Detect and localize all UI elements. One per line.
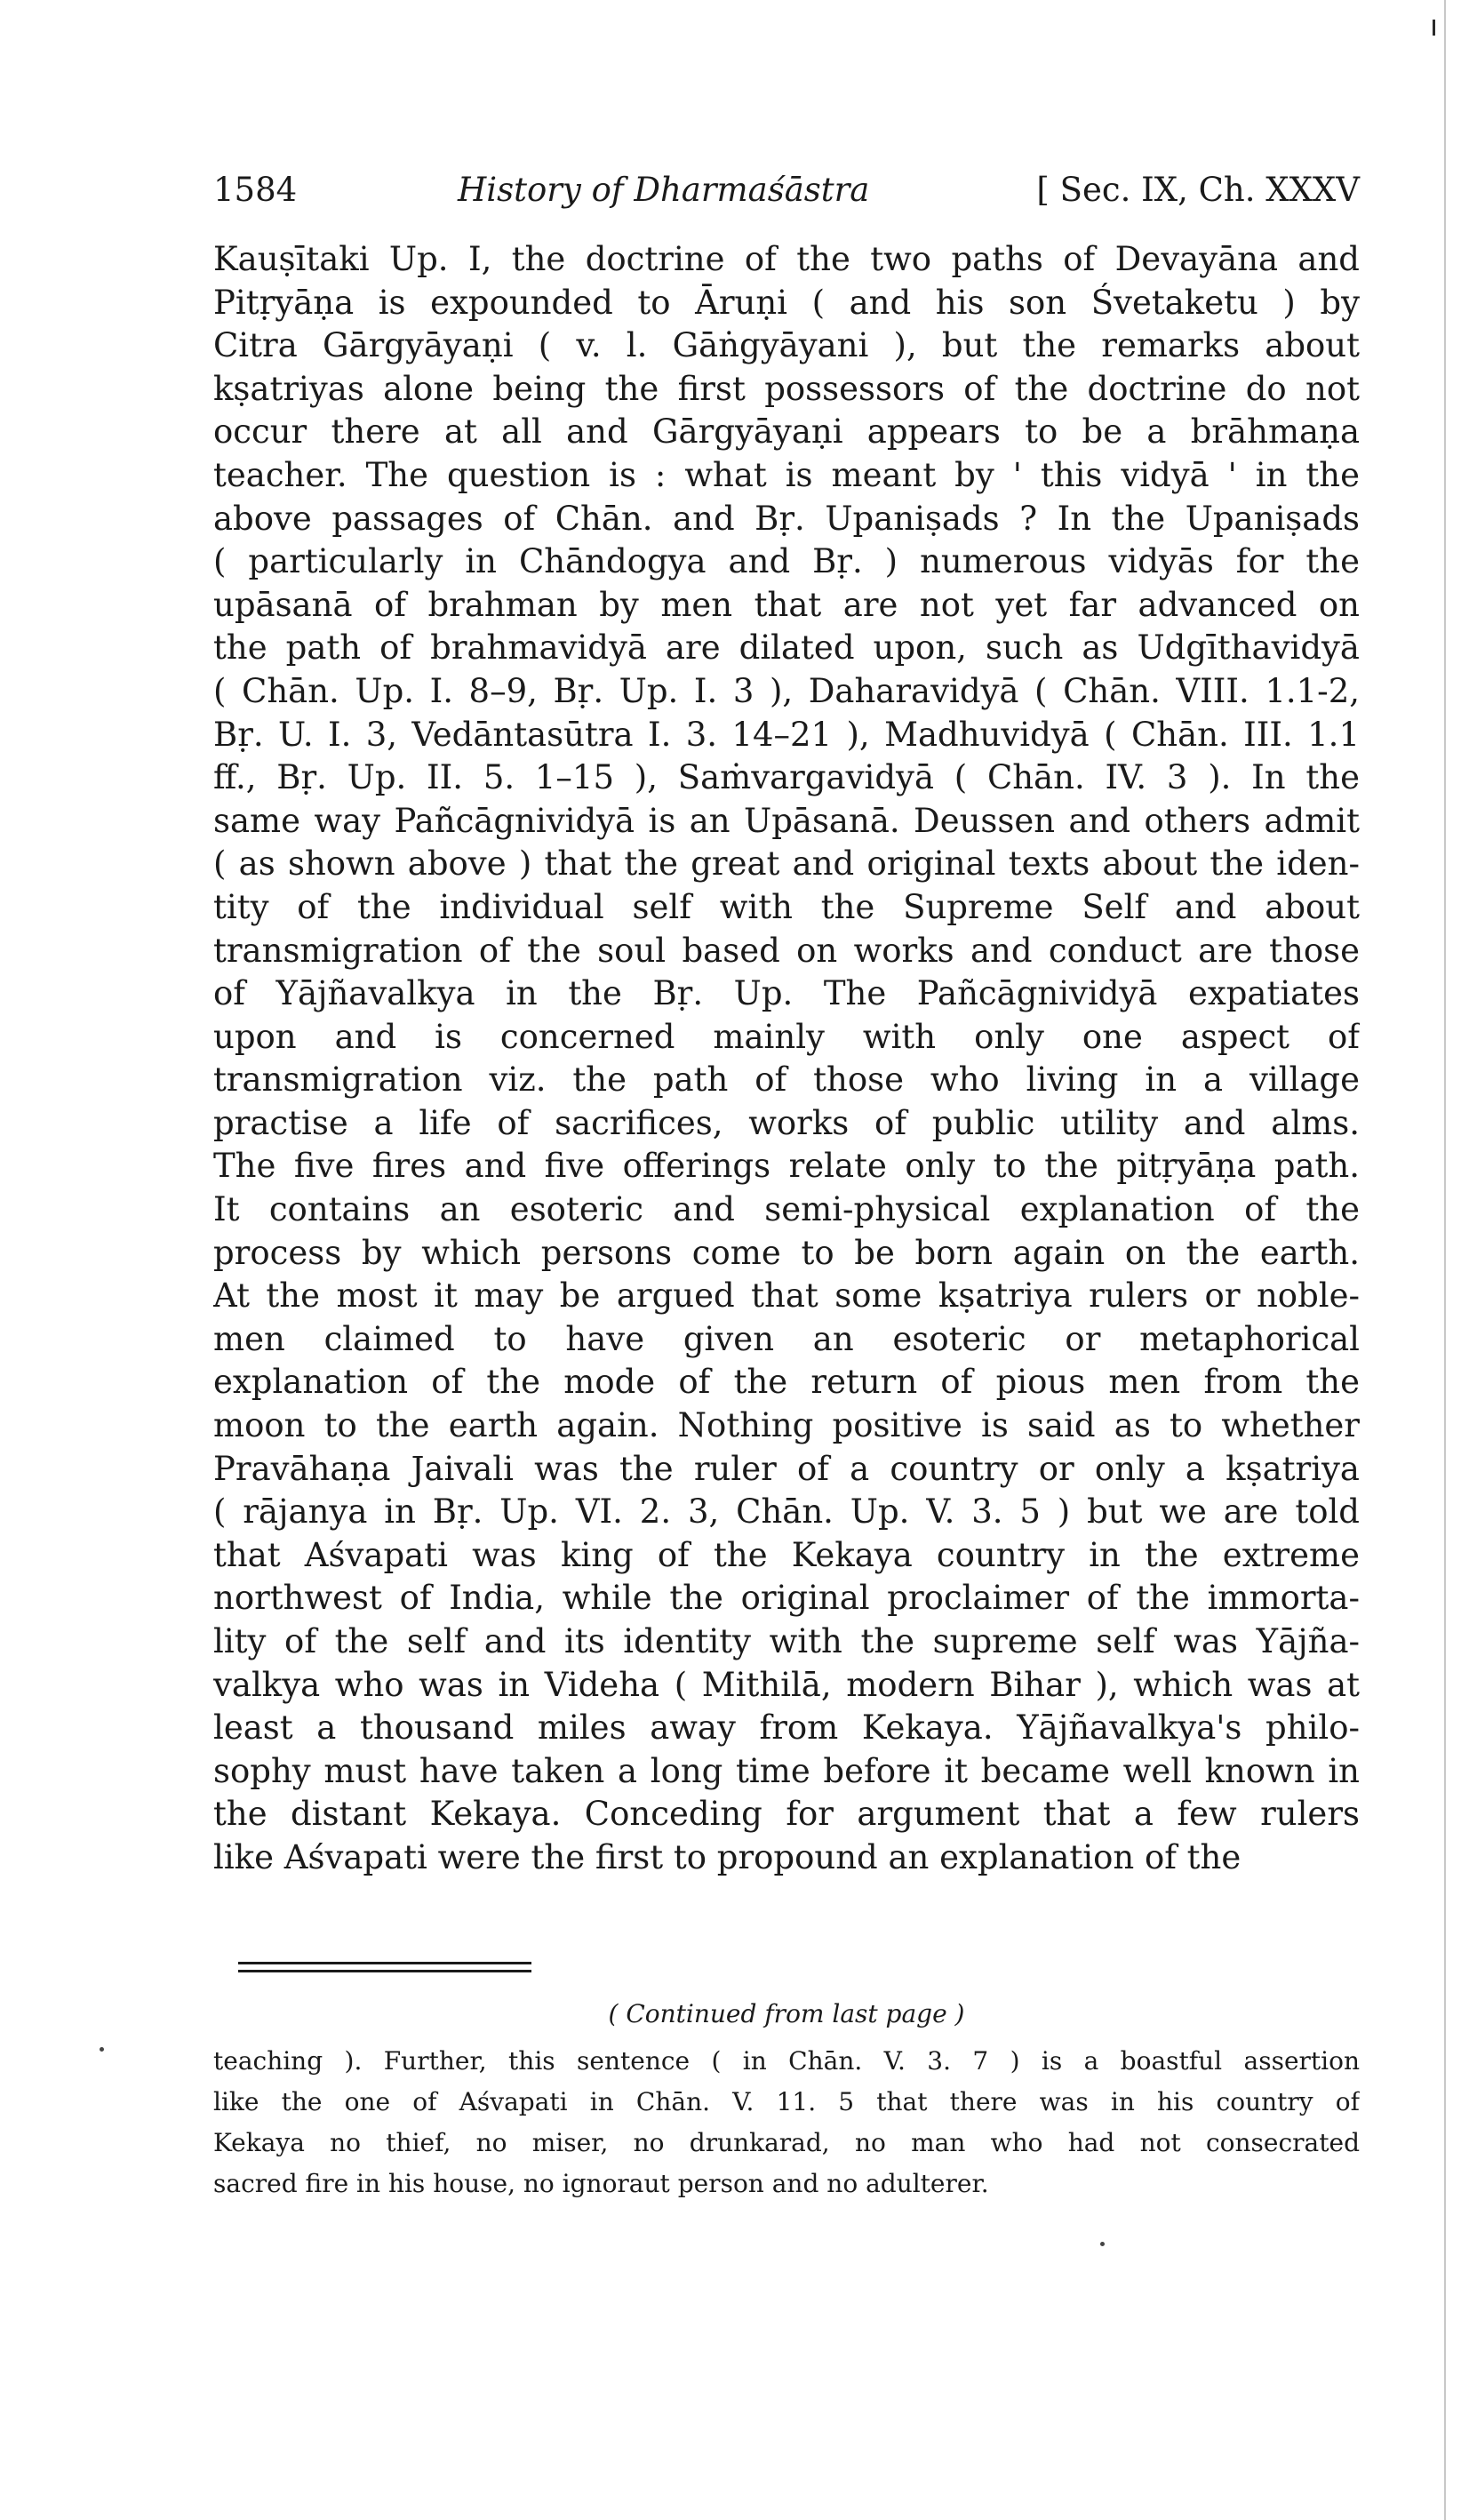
body-line: transmigration of the soul based on works and conduct are those [213,931,1360,970]
body-line: northwest of India, while the original proclaimer of the immorta- [213,1579,1360,1618]
body-line: upāsanā of brahman by men that are not yet far advanced on [213,585,1360,624]
body-line: Pravāhaṇa Jaivali was the ruler of a country or only a kṣatriya [213,1449,1360,1488]
footnote-line: sacred fire in his house, no ignoraut person and no adulterer. [213,2169,989,2198]
body-line: that Aśvapati was king of the Kekaya country in the extreme [213,1535,1360,1574]
footnote-continued-label: ( Continued from last page ) [608,1999,965,2028]
body-line: same way Pañcāgnividyā is an Upāsanā. Deussen and others admit [213,801,1360,840]
body-line: explanation of the mode of the return of pious men from the [213,1363,1360,1402]
scan-speck [1100,2242,1105,2246]
footnote-text [213,2041,1360,2204]
body-text [213,238,1360,1880]
body-line: above passages of Chān. and Bṛ. Upaniṣads ? In the Upaniṣads [213,499,1360,538]
footnote-line: teaching ). Further, this sentence ( in Chān. V. 3. 7 ) is a boastful assertion [213,2046,1360,2076]
body-line: the path of brahmavidyā are dilated upon, such as Udgīthavidyā [213,628,1360,668]
scan-edge-line [1444,0,1446,2520]
body-line: lity of the self and its identity with the supreme self was Yājña- [213,1622,1360,1660]
body-line: tity of the individual self with the Supreme Self and about [213,887,1360,926]
body-line: sophy must have taken a long time before it became well known in [213,1751,1360,1790]
page-header [213,164,1360,217]
body-line: Pitṛyāṇa is expounded to Āruṇi ( and his son Śvetaketu ) by [213,283,1360,322]
section-reference: [ Sec. IX, Ch. XXXV [1036,171,1360,209]
body-line: least a thousand miles away from Kekaya. Yājñavalkya's philo- [213,1708,1360,1748]
body-line: Kauṣītaki Up. I, the doctrine of the two paths of Devayāna and [213,240,1360,278]
body-line: process by which persons come to be born again on the earth. [213,1233,1360,1272]
body-line: of Yājñavalkya in the Bṛ. Up. The Pañcāgnividyā expatiates [213,974,1360,1013]
body-line: occur there at all and Gārgyāyaṇi appears to be a brāhmaṇa [213,412,1360,452]
body-line: It contains an esoteric and semi-physical explanation of the [213,1190,1360,1229]
body-line: men claimed to have given an esoteric or metaphorical [213,1319,1360,1358]
body-line: At the most it may be argued that some kṣatriya rulers or noble- [213,1276,1360,1316]
body-line: Citra Gārgyāyaṇi ( v. l. Gāṅgyāyani ), but the remarks about [213,326,1360,365]
body-line: the distant Kekaya. Conceding for argument that a few rulers [213,1795,1360,1834]
body-line: ( as shown above ) that the great and original texts about the iden- [213,844,1360,884]
body-line: teacher. The question is : what is meant by ' this vidyā ' in the [213,455,1360,494]
body-line: ( particularly in Chāndogya and Bṛ. ) numerous vidyās for the [213,542,1360,581]
body-line: ff., Bṛ. Up. II. 5. 1–15 ), Saṁvargavidyā ( Chān. IV. 3 ). In the [213,758,1360,797]
body-line: transmigration viz. the path of those who living in a village [213,1060,1360,1100]
body-line: valkya who was in Videha ( Mithilā, modern Bihar ), which was at [213,1665,1360,1704]
body-line: The five fires and five offerings relate only to the pitṛyāṇa path. [213,1147,1360,1186]
footnote-rule [238,1970,531,1972]
scan-stray-mark [1433,20,1435,36]
scan-speck [100,2047,104,2052]
footnote-line: like the one of Aśvapati in Chān. V. 11. 5 that there was in his country of [213,2087,1360,2116]
body-line: moon to the earth again. Nothing positive is said as to whether [213,1406,1360,1445]
body-line: kṣatriyas alone being the first possessors of the doctrine do not [213,369,1360,408]
footnote-rule [238,1962,531,1964]
running-title: History of Dharmaśāstra [458,171,870,209]
body-line: upon and is concerned mainly with only one aspect of [213,1017,1360,1056]
body-line: ( rājanya in Bṛ. Up. VI. 2. 3, Chān. Up. V. 3. 5 ) but we are told [213,1492,1360,1532]
page-number: 1584 [213,171,298,209]
body-line: practise a life of sacrifices, works of public utility and alms. [213,1103,1360,1142]
body-line: Bṛ. U. I. 3, Vedāntasūtra I. 3. 14–21 ), Madhuvidyā ( Chān. III. 1.1 [213,715,1360,754]
footnote-line: Kekaya no thief, no miser, no drunkarad, no man who had not consecrated [213,2128,1360,2157]
body-line: ( Chān. Up. I. 8–9, Bṛ. Up. I. 3 ), Daharavidyā ( Chān. VIII. 1.1-2, [213,671,1360,710]
body-line: like Aśvapati were the first to propound an explanation of the [213,1837,1241,1876]
